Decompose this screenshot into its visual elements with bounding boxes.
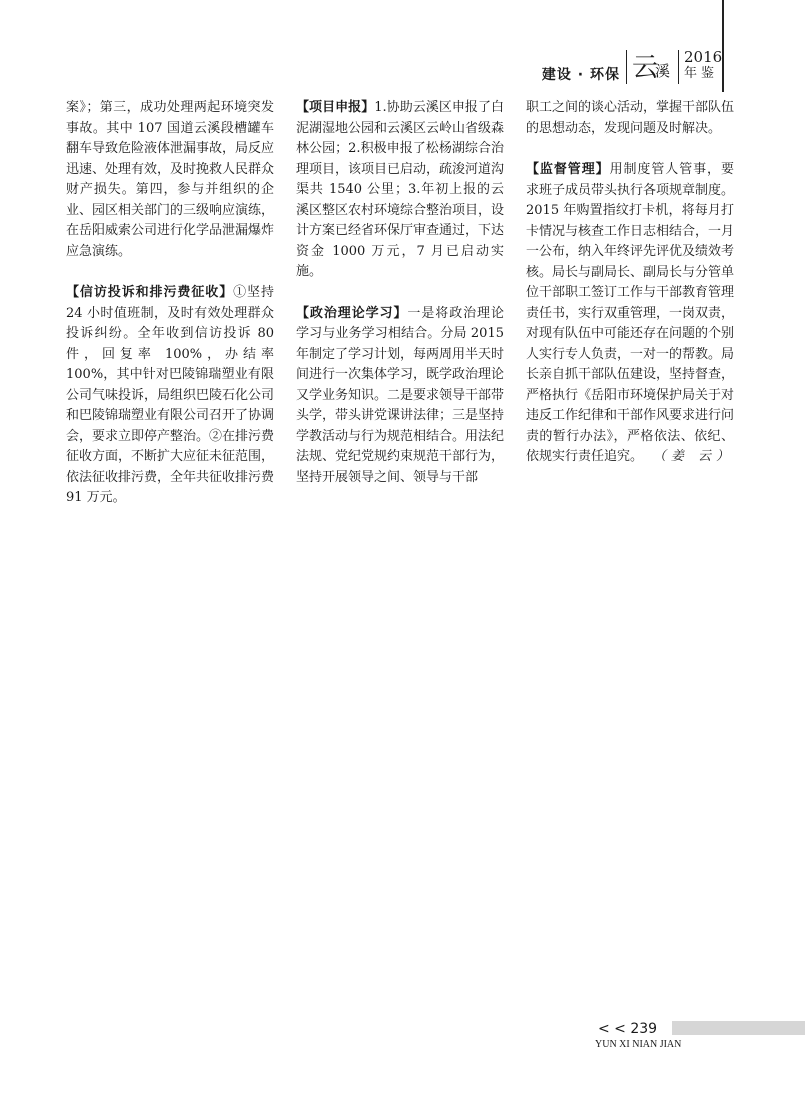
- paragraph-text: 1.协助云溪区申报了白泥湖湿地公园和云溪区云岭山省级森林公园；2.积极申报了松杨湖综合治理项目，该项目已启动，疏浚河道沟渠共 1540 公里；3.年初上报的云溪区整区农村环境综合整治项目，设计方案已经省环保厅审查通过，下达资金 1000 万元，7 月已启动实施。: [296, 100, 505, 279]
- footer-gray-bar: [672, 1021, 805, 1035]
- paragraph: [66, 283, 274, 509]
- paragraph: [526, 98, 734, 139]
- yearbook-year: 2016: [684, 48, 723, 66]
- section-keyword: 【监督管理】: [526, 162, 610, 177]
- paragraph-text: 案》；第三，成功处理两起环境突发事故。其中 107 国道云溪段槽罐车翻车导致危险液体泄漏事故，局反应迅速、处理有效，及时挽救人民群众财产损失。第四，参与并组织的企业、园区相关部门的三级响应演练，在岳阳威索公司进行化学品泄漏爆炸应急演练。: [66, 100, 275, 259]
- yearbook-label: 年鉴: [684, 66, 719, 81]
- paragraph: [526, 160, 734, 468]
- paragraph-text: 用制度管人管事，要求班子成员带头执行各项规章制度。2015 年购置指纹打卡机，将每月打卡情况与核查工作日志相结合，一月一公布，纳入年终评先评优及绩效考核。局长与副局长、副局长与分管单位干部职工签订工作与干部教育管理责任书，实行双重管理，一岗双责，对现有队伍中可能还存在问题的个别人实行专人负责，一对一的帮教。局长亲自抓干部队伍建设，坚持督查，严格执行《岳阳市环境保护局关于对违反工作纪律和干部作风要求进行问责的暂行办法》，严格依法、依纪、依规实行责任追究。: [526, 162, 735, 464]
- section-keyword: 【信访投诉和排污费征收】: [66, 285, 234, 300]
- text-column-1: [66, 98, 274, 509]
- paragraph-text: 一是将政治理论学习与业务学习相结合。分局 2015 年制定了学习计划，每两周用半天时间进行一次集体学习，既学政治理论又学业务知识。二是要求领导干部带头学，带头讲党课讲法律；三是坚持学教活动与行为规范相结合。用法纪法规、党纪党规约束规范干部行为，坚持开展领导之间、领导与干部: [296, 305, 505, 485]
- paragraph: [296, 304, 504, 489]
- footer-publication-name: YUN XI NIAN JIAN: [595, 1039, 682, 1050]
- paragraph-text: ①坚持 24 小时值班制，及时有效处理群众投诉纠纷。全年收到信访投诉 80 件，回复率 100%，办结率 100%，其中针对巴陵锦瑞塑业有限公司气味投诉，局组织巴陵石化公司和巴陵锦瑞塑业有限公司召开了协调会，要求立即停产整治。②在排污费征收方面，不断扩大应征未征范围，依法征收排污费，全年共征收排污费 91 万元。: [66, 285, 275, 505]
- section-keyword: 【政治理论学习】: [296, 305, 408, 321]
- yunxi-logo-char-2: 溪: [655, 62, 671, 80]
- text-column-3: [526, 98, 734, 468]
- section-keyword: 【项目申报】: [296, 100, 375, 115]
- paragraph-text: 职工之间的谈心活动，掌握干部队伍的思想动态，发现问题及时解决。: [526, 100, 735, 136]
- paragraph: [296, 98, 504, 283]
- paragraph: [66, 98, 274, 262]
- page-number: < < 239: [598, 1021, 658, 1037]
- section-title: 建设 · 环保: [541, 67, 620, 83]
- yunxi-logo-char-1: 云: [632, 53, 659, 83]
- header-year-divider: [678, 50, 679, 84]
- author-credit: （姜 云）: [652, 449, 734, 464]
- text-column-2: [296, 98, 504, 488]
